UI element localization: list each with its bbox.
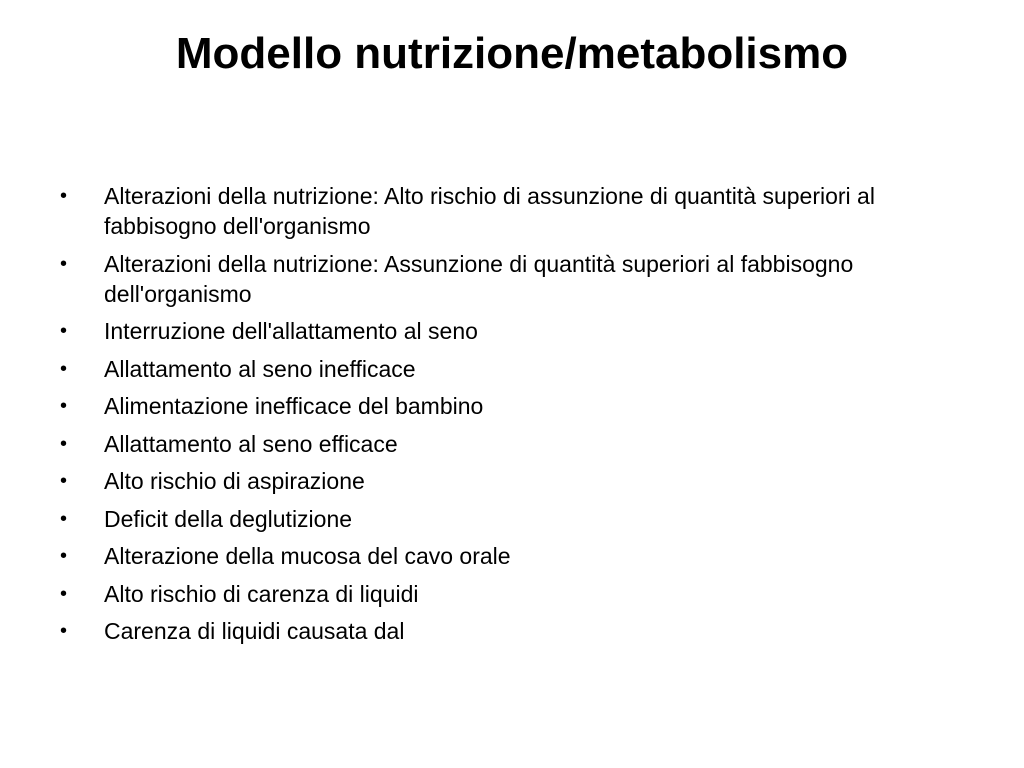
bullet-text: Allattamento al seno inefficace — [104, 355, 416, 382]
bullet-text: Alimentazione inefficace del bambino — [104, 393, 484, 419]
bullet-icon: • — [60, 470, 68, 492]
bullet-icon: • — [60, 185, 68, 207]
bullet-item — [56, 181, 956, 241]
bullet-icon: • — [60, 507, 68, 530]
bullet-text: Deficit della deglutizione — [104, 505, 353, 532]
bullet-text: Alto rischio di aspirazione — [104, 468, 365, 494]
bullet-item — [56, 249, 956, 309]
bullet-text: Alterazioni della nutrizione: Assunzione di quantità superiori al fabbisogno dell'organismo — [104, 250, 854, 307]
bullet-list — [56, 181, 956, 654]
bullet-item — [56, 354, 956, 384]
bullet-item — [56, 316, 956, 346]
bullet-text: Alterazioni della nutrizione: Alto rischio di assunzione di quantità superiori al fabbisogno dell'organismo — [104, 183, 875, 239]
bullet-icon: • — [60, 395, 68, 417]
bullet-icon: • — [60, 252, 68, 275]
bullet-text: Alto rischio di carenza di liquidi — [104, 580, 419, 607]
bullet-icon: • — [60, 357, 68, 380]
bullet-item — [56, 504, 956, 534]
bullet-item — [56, 616, 956, 646]
bullet-icon: • — [60, 582, 68, 605]
slide-title: Modello nutrizione/metabolismo — [175, 29, 849, 78]
bullet-icon: • — [60, 320, 68, 342]
bullet-item — [56, 429, 956, 459]
bullet-text: Carenza di liquidi causata dal — [104, 618, 405, 644]
bullet-icon: • — [60, 545, 68, 567]
bullet-item — [56, 541, 956, 571]
bullet-item — [56, 391, 956, 421]
bullet-text: Interruzione dell'allattamento al seno — [104, 318, 478, 344]
bullet-text: Alterazione della mucosa del cavo orale — [104, 543, 511, 569]
bullet-item — [56, 579, 956, 609]
bullet-item — [56, 466, 956, 496]
bullet-text: Allattamento al seno efficace — [104, 430, 398, 457]
bullet-icon: • — [60, 620, 68, 642]
bullet-icon: • — [60, 432, 68, 455]
